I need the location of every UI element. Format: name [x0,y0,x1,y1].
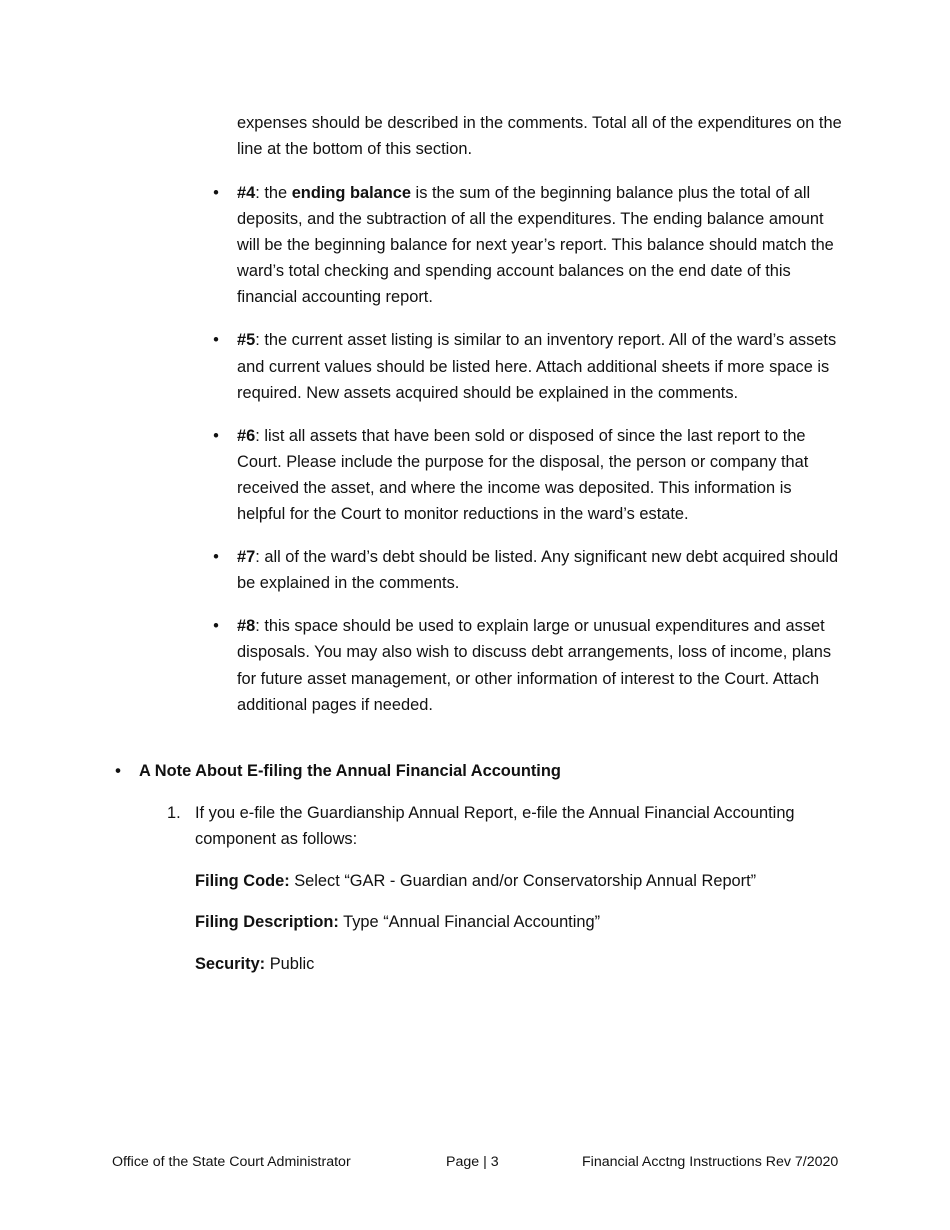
item-text: : the current asset listing is similar to an inventory report. All of the ward’s assets and current values should be listed here. Attach additional sheets if more space is required. New assets acquired should be explained in the comments. [237,331,837,402]
list-item [213,327,842,405]
item-text: : list all assets that have been sold or disposed of since the last report to the Court. Please include the purpose for the disposal, the person or company that received the asset, and where the income was deposited. This information is helpful for the Court to monitor reductions in the ward’s estate. [237,426,809,524]
bullet-icon: • [115,762,121,780]
footer-office: Office of the State Court Administrator [112,1154,351,1170]
section-heading-text: A Note About E-filing the Annual Financial Accounting [139,762,561,780]
item-label: #7 [237,548,256,567]
filing-description-line [195,909,835,935]
security-line [195,951,835,977]
item-label: #8 [237,617,256,636]
list-item [213,423,842,527]
list-item [213,613,842,717]
field-value: Type “Annual Financial Accounting” [338,913,601,931]
continued-paragraph: expenses should be described in the comments. Total all of the expenditures on the line at the bottom of this section. [237,114,842,159]
list-item [213,180,842,310]
item-text-pre: : the [255,184,292,202]
section-heading [115,758,839,784]
footer-page-number: Page | 3 [446,1154,499,1170]
field-label: Filing Description: [195,913,339,931]
list-item [213,544,842,596]
item-bold-term: ending balance [291,184,411,202]
number-marker: 1. [167,804,181,822]
footer-revision: Financial Acctng Instructions Rev 7/2020 [582,1154,839,1170]
item-label: #5 [237,331,256,350]
filing-code-line [195,868,835,894]
field-value: Public [265,955,315,973]
bullet-icon: • [213,548,219,567]
bullet-icon: • [213,617,219,636]
bullet-icon: • [213,184,219,202]
field-value: Select “GAR - Guardian and/or Conservatorship Annual Report” [289,872,757,890]
item-text: : this space should be used to explain large or unusual expenditures and asset disposals. You may also wish to discuss debt arrangements, loss of income, plans for future asset management, or other information of interest to the Court. Attach additional pages if needed. [237,617,832,714]
item-label: #4 [237,184,256,202]
item-text: is the sum of the beginning balance plus the total of all deposits, and the subtraction of all the expenditures. The ending balance amount will be the beginning balance for next year’s report. This balance should match the ward’s total checking and spending account balances on the end date of this financial accounting report. [237,184,834,307]
bullet-icon: • [213,331,219,350]
numbered-item-text: If you e-file the Guardianship Annual Report, e-file the Annual Financial Accounting component as follows: [195,804,795,849]
item-text: : all of the ward’s debt should be listed. Any significant new debt acquired should be explained in the comments. [237,548,839,593]
field-label: Security: [195,955,266,973]
item-label: #6 [237,426,256,445]
field-instructions-list [213,180,842,735]
bullet-icon: • [213,426,219,445]
field-label: Filing Code: [195,872,290,890]
numbered-item [167,800,835,852]
